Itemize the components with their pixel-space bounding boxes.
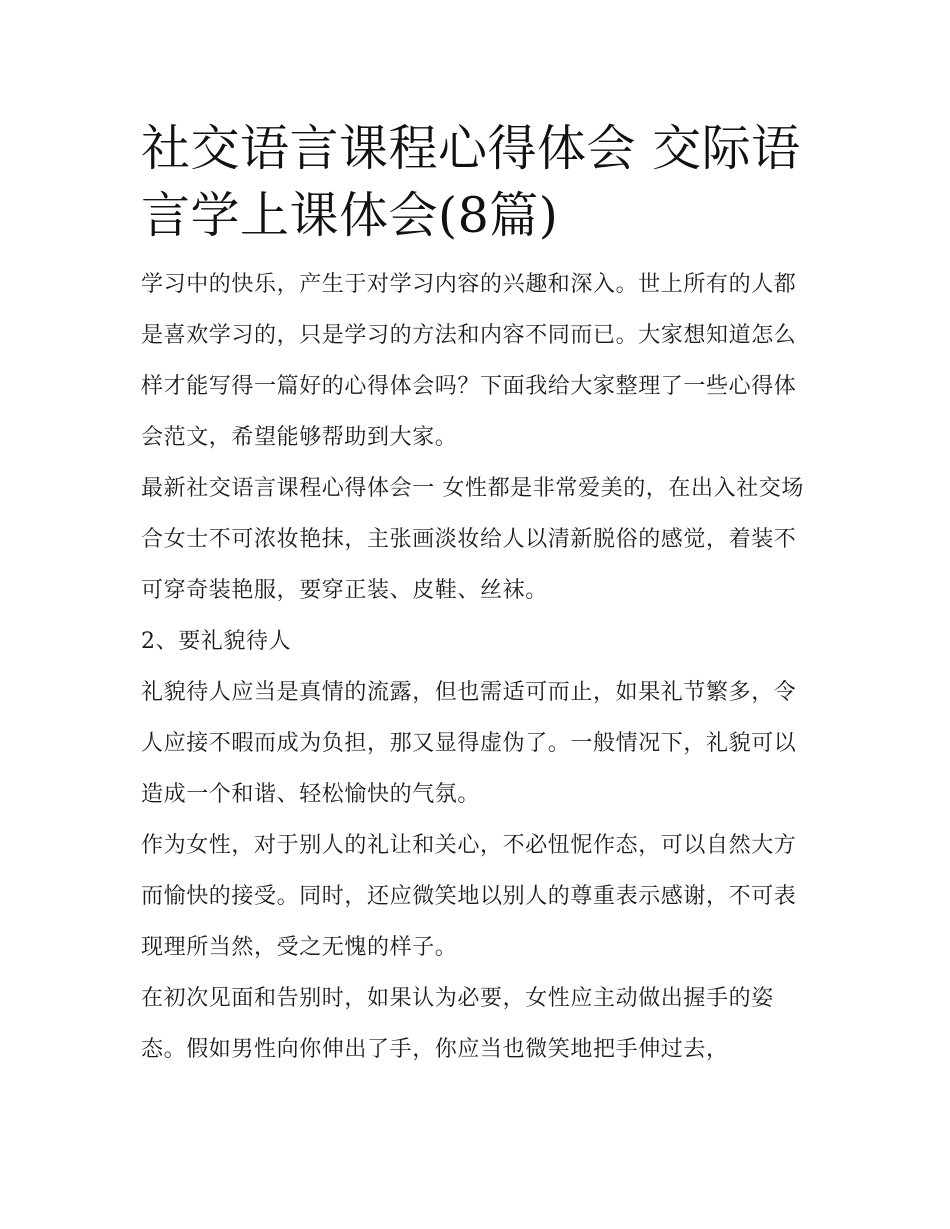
document-content — [141, 115, 813, 1075]
section-heading-courtesy: 2、要礼貌待人 — [141, 629, 292, 654]
paragraph-makeup-attire: 最新社交语言课程心得体会一 女性都是非常爱美的，在出入社交场合女士不可浓妆艳抹，主张画淡妆给人以清新脱俗的感觉，着装不可穿奇装艳服，要穿正装、皮鞋、丝袜。 — [141, 476, 804, 603]
paragraph-handshake: 在初次见面和告别时，如果认为必要，女性应主动做出握手的姿态。假如男性向你伸出了手，你应当也微笑地把手伸过去， — [141, 986, 774, 1062]
paragraph-intro: 学习中的快乐，产生于对学习内容的兴趣和深入。世上所有的人都是喜欢学习的，只是学习的方法和内容不同而已。大家想知道怎么样才能写得一篇好的心得体会吗？下面我给大家整理了一些心得体会范文，希望能够帮助到大家。 — [141, 272, 797, 450]
paragraph-accepting-courtesy: 作为女性，对于别人的礼让和关心，不必忸怩作态，可以自然大方而愉快的接受。同时，还应微笑地以别人的尊重表示感谢，不可表现理所当然，受之无愧的样子。 — [141, 833, 797, 960]
document-title: 社交语言课程心得体会 交际语言学上课体会(8篇) — [141, 120, 801, 244]
paragraph-courtesy: 礼貌待人应当是真情的流露，但也需适可而止，如果礼节繁多，令人应接不暇而成为负担，那又显得虚伪了。一般情况下，礼貌可以造成一个和谐、轻松愉快的气氛。 — [141, 680, 797, 807]
document-body — [141, 259, 813, 1075]
